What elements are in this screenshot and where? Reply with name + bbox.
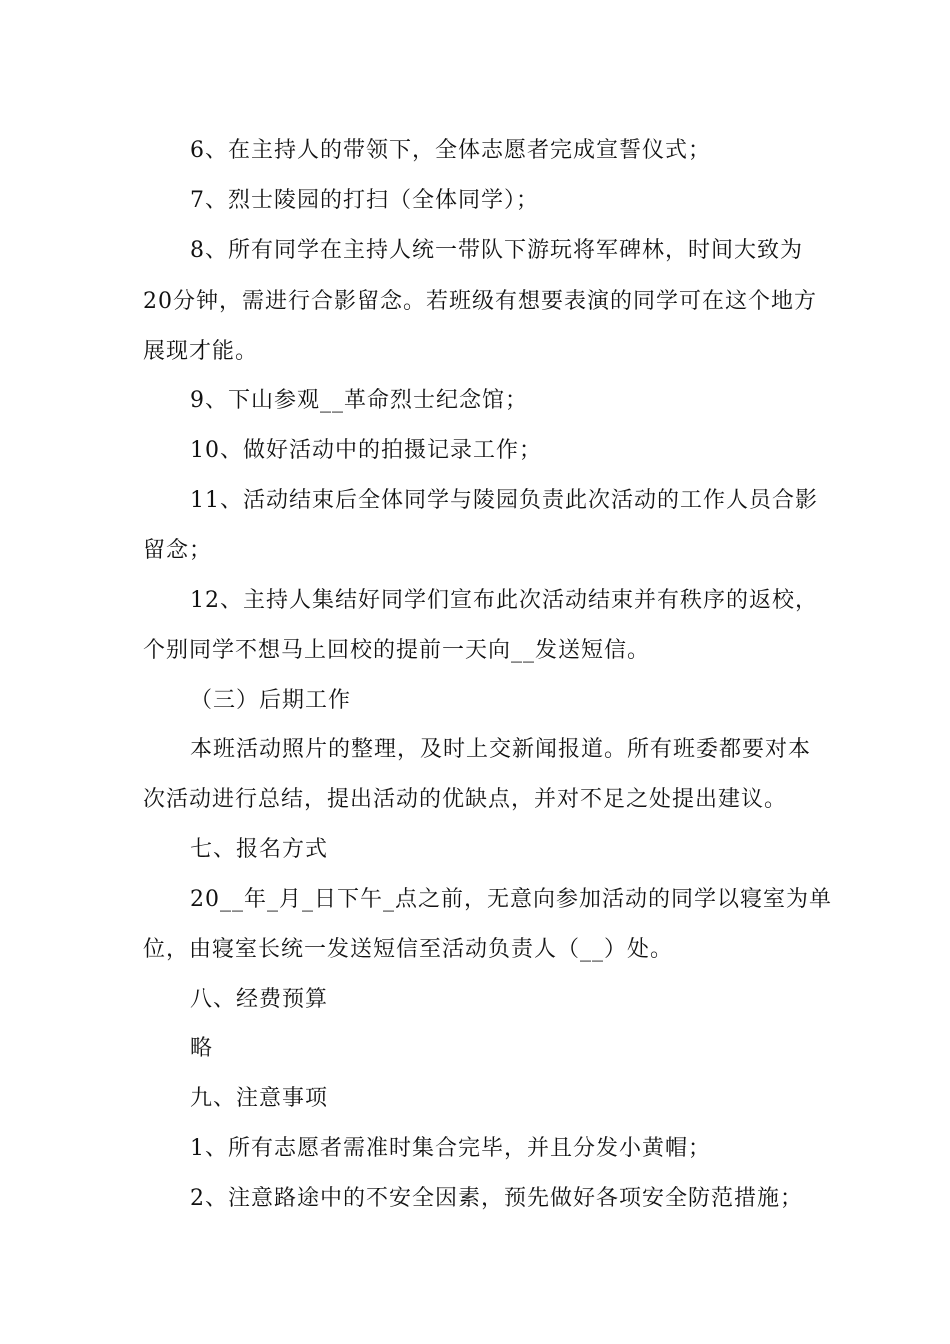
section-heading: 七、报名方式 — [190, 837, 329, 862]
text-line: 12、主持人集结好同学们宣布此次活动结束并有秩序的返校， — [190, 588, 818, 613]
text-line: 20__年_月_日下午_点之前，无意向参加活动的同学以寝室为单 — [190, 887, 832, 912]
text-line: 20分钟，需进行合影留念。若班级有想要表演的同学可在这个地方 — [143, 289, 817, 314]
text-line: 个别同学不想马上回校的提前一天向__发送短信。 — [143, 638, 651, 663]
text-line: 本班活动照片的整理，及时上交新闻报道。所有班委都要对本 — [190, 737, 812, 762]
text-line: 2、注意路途中的不安全因素，预先做好各项安全防范措施； — [190, 1186, 803, 1211]
section-heading: 八、经费预算 — [190, 987, 329, 1012]
text-line: 次活动进行总结，提出活动的优缺点，并对不足之处提出建议。 — [143, 787, 788, 812]
text-line: 1、所有志愿者需准时集合完毕，并且分发小黄帽； — [190, 1136, 711, 1161]
text-line: 7、烈士陵园的打扫（全体同学）； — [190, 188, 539, 213]
text-line: 略 — [190, 1036, 214, 1061]
text-line: 11、活动结束后全体同学与陵园负责此次活动的工作人员合影 — [190, 488, 818, 513]
section-heading: 九、注意事项 — [190, 1086, 329, 1111]
text-line: 6、在主持人的带领下，全体志愿者完成宣誓仪式； — [190, 138, 711, 163]
text-line: 留念； — [143, 538, 213, 563]
text-line: 展现才能。 — [143, 339, 259, 364]
text-line: 位，由寝室长统一发送短信至活动负责人（__）处。 — [143, 937, 674, 962]
text-line: 8、所有同学在主持人统一带队下游玩将军碑林，时间大致为 — [190, 238, 803, 263]
section-heading: （三）后期工作 — [190, 688, 352, 713]
text-line: 10、做好活动中的拍摄记录工作； — [190, 438, 542, 463]
text-line: 9、下山参观__革命烈士纪念馆； — [190, 388, 528, 413]
